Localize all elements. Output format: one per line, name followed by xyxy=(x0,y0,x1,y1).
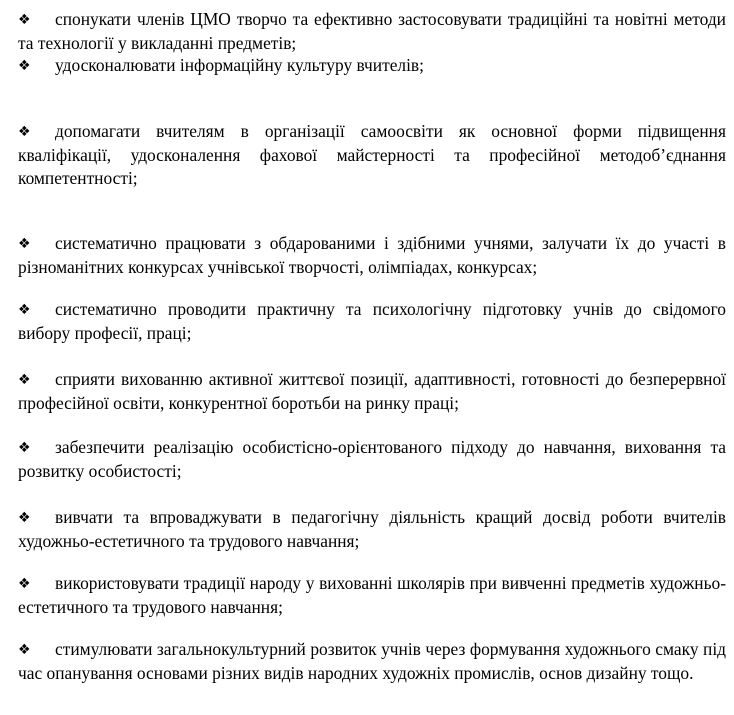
list-item xyxy=(18,506,726,553)
list-item-text: систематично працювати з обдарованими і здібними учнями, залучати їх до участі в різноманітних конкурсах учнівської творчості, олімпіадах, конкурсах; xyxy=(18,233,726,277)
diamond-bullet-icon: ❖ xyxy=(18,440,31,456)
list-item-text: систематично проводити практичну та психологічну підготовку учнів до свідомого вибору професії, праці; xyxy=(18,299,726,343)
diamond-bullet-icon: ❖ xyxy=(18,576,31,592)
list-item-text: допомагати вчителям в організації самоосвіти як основної форми підвищення кваліфікації, удосконалення фахової майстерності та професійної методоб’єднання компетентності; xyxy=(18,121,726,188)
list-item xyxy=(18,120,726,190)
diamond-bullet-icon: ❖ xyxy=(18,302,31,318)
list-item xyxy=(18,436,726,483)
diamond-bullet-icon: ❖ xyxy=(18,372,31,388)
list-item-text: забезпечити реалізацію особистісно-орієнтованого підходу до навчання, виховання та розвитку особистості; xyxy=(18,437,726,481)
list-item xyxy=(18,638,726,685)
diamond-bullet-icon: ❖ xyxy=(18,12,31,28)
list-item xyxy=(18,572,726,619)
diamond-bullet-icon: ❖ xyxy=(18,124,31,140)
list-item-text: вивчати та впроваджувати в педагогічну діяльність кращий досвід роботи вчителів художньо-естетичного та трудового навчання; xyxy=(18,507,726,551)
diamond-bullet-icon: ❖ xyxy=(18,642,31,658)
list-item-text: спонукати членів ЦМО творчо та ефективно застосовувати традиційні та новітні методи та технології у викладанні предметів; xyxy=(18,9,726,53)
diamond-bullet-icon: ❖ xyxy=(18,58,31,74)
list-item-text: використовувати традиції народу у вихованні школярів при вивченні предметів художньо-естетичного та трудового навчання; xyxy=(18,573,726,617)
list-item-text: удосконалювати інформаційну культуру вчителів; xyxy=(55,55,424,75)
list-item xyxy=(18,54,726,78)
list-item xyxy=(18,8,726,55)
list-item-text: сприяти вихованню активної життєвої позиції, адаптивності, готовності до безперервної професійної освіти, конкурентної боротьби на ринку праці; xyxy=(18,369,726,413)
list-item xyxy=(18,298,726,345)
list-item xyxy=(18,368,726,415)
list-item xyxy=(18,232,726,279)
diamond-bullet-icon: ❖ xyxy=(18,236,31,252)
list-item-text: стимулювати загальнокультурний розвиток учнів через формування художнього смаку під час опанування основами різних видів народних художніх промислів, основ дизайну тощо. xyxy=(18,639,726,683)
diamond-bullet-icon: ❖ xyxy=(18,510,31,526)
